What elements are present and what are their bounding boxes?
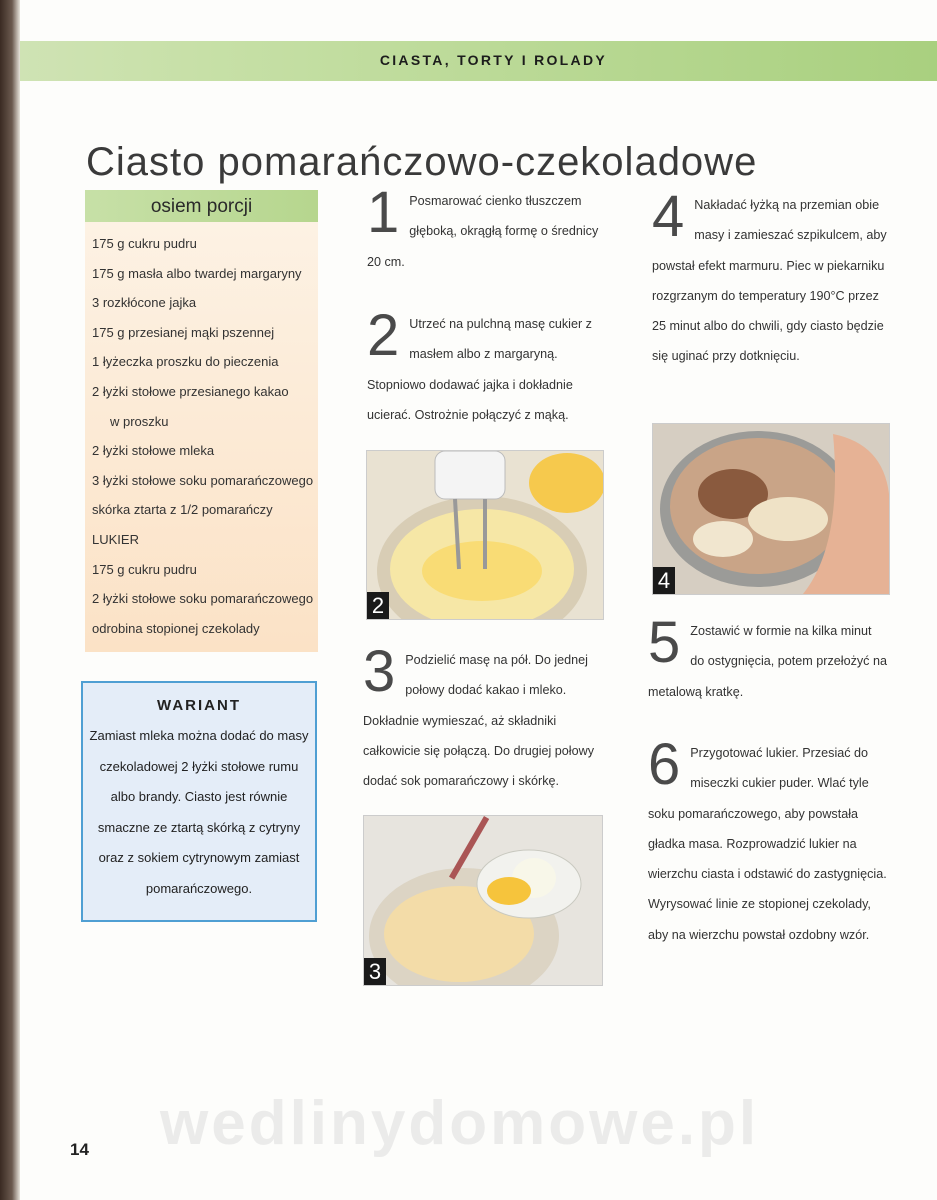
ingredient-item: skórka ztarta z 1/2 pomarańczy [92,502,273,518]
ingredient-item: 3 łyżki stołowe soku pomarańczowego [92,472,314,488]
ingredient-item: 3 rozkłócone jajka [92,295,197,311]
step-number: 4 [652,184,685,249]
variant-box [81,681,317,922]
photo-step-4 [652,423,890,595]
step-text: Przygotować lukier. Przesiać do miseczki cukier puder. Wlać tyle soku pomarańczowego, aby powstała gładka masa. Rozprowadzić lukier na wierzchu ciasta i odstawić do zastygnięcia. Wyrysować linie ze stopionej czekolady, aby na wierzchu powstał ozdobny wzór. [648,746,887,942]
ingredient-item: 1 łyżeczka proszku do pieczenia [92,354,279,370]
ingredient-item: 175 g cukru pudru [92,561,197,577]
variant-text: Zamiast mleka można dodać do masy czekoladowej 2 łyżki stołowe rumu albo brandy. Ciasto jest równie smaczne ze ztartą skórką z cytryny oraz z sokiem cytrynowym zamiast pomarańczowego. [89,728,309,896]
ingredient-item: w proszku [110,413,169,429]
juicer-bowl-image [364,816,602,985]
photo-label: 3 [364,958,386,985]
ingredient-item: 175 g przesianej mąki pszennej [92,324,275,340]
photo-label: 4 [653,567,675,594]
step-number: 1 [367,180,400,245]
ingredient-item: 175 g cukru pudru [92,236,197,251]
step-number: 2 [367,303,400,368]
photo-step-2 [366,450,604,620]
ingredient-item: 2 łyżki stołowe przesianego kakao [92,383,289,399]
section-header-band [20,41,937,81]
step-text: Zostawić w formie na kilka minut do ostygnięcia, potem przełożyć na metalową kratkę. [648,624,887,699]
watermark-text: wedlinydomowe.pl [160,1089,760,1158]
step-text: Utrzeć na pulchną masę cukier z masłem albo z margaryną. Stopniowo dodawać jajka i dokładnie ucierać. Ostrożnie połączyć z mąką. [367,317,592,422]
step-2 [367,303,599,430]
photo-step-3 [363,815,603,986]
step-5 [648,610,888,707]
variant-title: WARIANT [157,697,241,714]
step-text: Podzielić masę na pół. Do jednej połowy dodać kakao i mleko. Dokładnie wymieszać, aż składniki całkowicie się połączą. Do drugiej połowy dodać sok pomarańczowy i skórkę. [363,653,594,789]
step-text: Nakładać łyżką na przemian obie masy i zamieszać szpikulcem, aby powstał efekt marmuru. Piec w piekarniku rozgrzanym do temperatury 190°C przez 25 minut albo do chwili, gdy ciasto będzie się uginać przy dotknięciu. [652,198,887,364]
step-number: 6 [648,732,681,797]
recipe-title: Ciasto pomarańczowo-czekoladowe [86,139,758,184]
servings-heading: osiem porcji [85,190,318,222]
ingredient-item: odrobina stopionej czekolady [92,620,260,636]
ingredient-item: 2 łyżki stołowe soku pomarańczowego [92,591,314,607]
step-number: 3 [363,639,396,704]
step-3 [363,639,601,796]
step-text: Posmarować cienko tłuszczem głęboką, okrągłą formę o średnicy 20 cm. [367,194,599,269]
photo-label: 2 [367,592,389,619]
mixer-bowl-image [367,451,603,619]
ingredient-item: 2 łyżki stołowe mleka [92,443,215,459]
ingredient-list [92,236,313,650]
step-1 [367,180,599,277]
ingredients-box [85,190,318,652]
marbled-tin-image [653,424,889,594]
book-spine [0,0,20,1200]
section-title: CIASTA, TORTY I ROLADY [379,52,607,68]
step-6 [648,732,888,950]
step-number: 5 [648,610,681,675]
ingredient-item: 175 g masła albo twardej margaryny [92,265,302,281]
page-number: 14 [70,1140,89,1159]
ingredient-item: LUKIER [92,531,139,547]
step-4 [652,184,892,372]
